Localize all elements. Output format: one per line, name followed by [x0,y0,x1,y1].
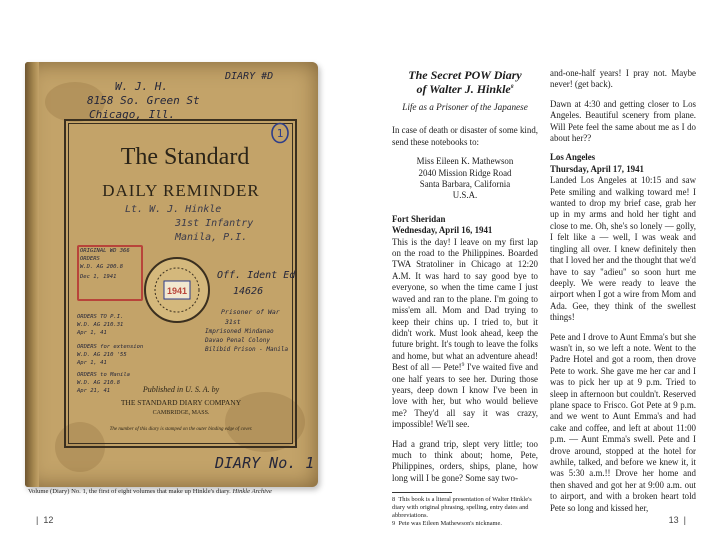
address-block [392,156,538,202]
footnote-ref: 8 [510,84,514,90]
printed-company: THE STANDARD DIARY COMPANY [120,398,242,407]
entry-place: Fort Sheridan [392,213,446,224]
printed-daily-reminder: DAILY REMINDER [102,181,260,200]
printed-notice: The number of this diary is stamped on the outer binding edge of cover. [109,427,253,432]
address-name: Miss Eileen K. Mathewson [416,156,514,167]
address-street: 2040 Mission Ridge Road [418,167,512,178]
page-number-value: 13 [668,515,679,525]
diary-spine [25,62,39,487]
margin-line: W.D. AG 210.8 [77,380,121,386]
prisoner-line: Imprisoned Mindanao [205,328,274,335]
intro-text: In case of death or disaster of some kind, send these notebooks to: [392,125,538,147]
entry-paragraph: Landed Los Angeles at 10:15 and saw Pete smiling and walking toward me! I wanted to drop my brief case, grab her up in my arms and hold her tight and close to me. Oh, she's so lonely — golly, I felt like a — well, I was weak and tingling all over. I knew definitely then that I loved her and the thought that we'd have to say "adieu" so soon hurt me deeply. We were ready to leave the airport when I got a wire from Mom and Ada. Gee, they think of the swellest things! [550,175,696,323]
circled-number: 1 [276,127,284,140]
footnote-text: This book is a literal presentation of Walter Hinkle's diary with original phrasing, spelling, entry dates and abbreviations. [392,496,532,519]
printed-city: CAMBRIDGE, MASS. [152,410,210,416]
diary-emblem [142,255,212,325]
margin-line: ORDERS to Manila [77,372,130,378]
photo-caption [28,488,328,496]
margin-line: Apr 1, 41 [77,360,107,366]
entry-paragraph: and-one-half years! I pray not. Maybe never! (get back). [550,68,696,90]
prisoner-line: 31st [225,318,241,326]
entry-date: Thursday, April 17, 1941 [550,163,644,174]
footnote-text: Pete was Eileen Mathewson's nickname. [398,519,502,527]
stamp-line: ORIGINAL WD 366 [80,248,130,254]
handwritten-street: 8158 So. Green St [87,94,200,107]
footnote [392,496,538,519]
text-column-left [392,68,538,527]
footnote-number: 9 [392,519,396,527]
page-number-left: | 12 [36,515,54,525]
circled-number-mark [270,122,290,144]
handwritten-unit: 31st Infantry [175,218,254,229]
handwritten-diary-tab: DIARY #D [225,71,274,82]
entry-text: This is the day! I leave on my first lap on the road to the Philippines. Boarded TWA Stratoliner in Chicago at 12:20 A.M. It was hard to say good bye to everyone, so when the time came I just waved and ran to the plane. I'm going to miss'em all. Mom and Dad trying to keep their chins up. I tried to, but it didn't work. Must look ahead, keep the future bright. It's tough to leave the folks and home, but what an adventure ahead! Best of all — Pete! [392,236,538,373]
page-number-value: 12 [43,515,54,525]
handwritten-owner: W. J. H. [115,80,168,93]
stamp-line: Dec 1, 1941 [80,274,117,280]
prisoner-line: Davao Penal Colony [205,337,271,344]
book-title-text: of Walter J. Hinkle [416,82,511,96]
page-number-right: 13 | [668,515,686,525]
entry-paragraph: Dawn at 4:30 and getting closer to Los Angeles. Beautiful scenery from plane. Will Pete feel the same about me as I do about her?? [550,98,696,144]
text-column-right [550,68,696,522]
address-country: U.S.A. [452,190,478,201]
footnote-rule [392,492,452,493]
handwritten-city: Chicago, Ill. [89,108,176,121]
caption-text: Volume (Diary) No. 1, the first of eight volumes that make up Hinkle's diary. [28,488,233,495]
book-subtitle: Life as a Prisoner of the Japanese [402,102,528,112]
stamp-line: W.D. AG 200.8 [80,264,124,270]
entry-text: I've waited five and one half years to see her. During those years, deep down I know I've been in love with her, but who would believe me? They'd all say it was crazy, impossible! We'll see. [392,362,539,430]
entry-date: Wednesday, April 16, 1941 [392,225,493,236]
prisoner-line: Bilibid Prison - Manila [205,346,289,353]
margin-line: ORDERS for extension [77,344,144,350]
book-title-line-2 [392,82,538,96]
right-page [360,0,720,540]
caption-credit: Hinkle Archive [232,488,272,495]
printed-published: Published in U. S. A. by [142,385,220,394]
stamp-line: ORDERS [80,256,100,262]
margin-line: W.D. AG 210 '55 [77,352,127,358]
footnote-ref: 9 [461,362,465,369]
entry-place: Los Angeles [550,152,596,163]
entry-paragraph: Pete and I drove to Aunt Emma's but she wasn't in, so we left a note. Went to the Padre Hotel and got a room, then drove Pete to work. She gave me her car and I was to pick her up at 9 p.m. Tried to sleep in afternoon but couldn't. Reserved plane space to Frisco. Got Pete at 9 p.m. and we went to Aunt Emma's and had cake and coffee, and left at about 11:00 p.m. — Aunt Emma's swell. Pete and I drove around, stopped at the hotel for awhile, talked, and before we knew it, it was 5:30 a.m.!! Drove her home and then shaved and got her at 9:00 a.m. out to airport, and with a broken heart told Pete so long and kissed her, [550,331,696,513]
diary-cover-photo [25,62,318,487]
handwritten-title-note: Lt. W. J. Hinkle [125,204,222,215]
prisoner-line: Prisoner of War [221,308,280,316]
footnote [392,520,538,528]
entry-paragraph: Had a grand trip, slept very little; too much to think about; home, Pete, Philippines, orders, ships, plane, how long will I be gone? Some say two- [392,438,538,483]
margin-line: Apr 1, 41 [77,330,107,336]
handwritten-diary-number: DIARY No. 1 [215,454,315,472]
margin-line: W.D. AG 210.31 [77,322,124,328]
handwritten-ident: Off. Ident Ed [217,270,296,281]
address-city: Santa Barbara, California [419,179,511,190]
emblem-year: 1941 [166,286,188,296]
printed-title: The Standard [120,144,250,170]
handwritten-ident-number: 14626 [233,286,264,297]
margin-line: ORDERS TO P.I. [77,314,124,320]
footnote-number: 8 [392,496,396,504]
entry-paragraph [392,237,538,431]
margin-line: Apr 21, 41 [77,388,111,394]
handwritten-place: Manila, P.I. [175,232,248,243]
book-title-line-1: The Secret POW Diary [408,68,522,82]
